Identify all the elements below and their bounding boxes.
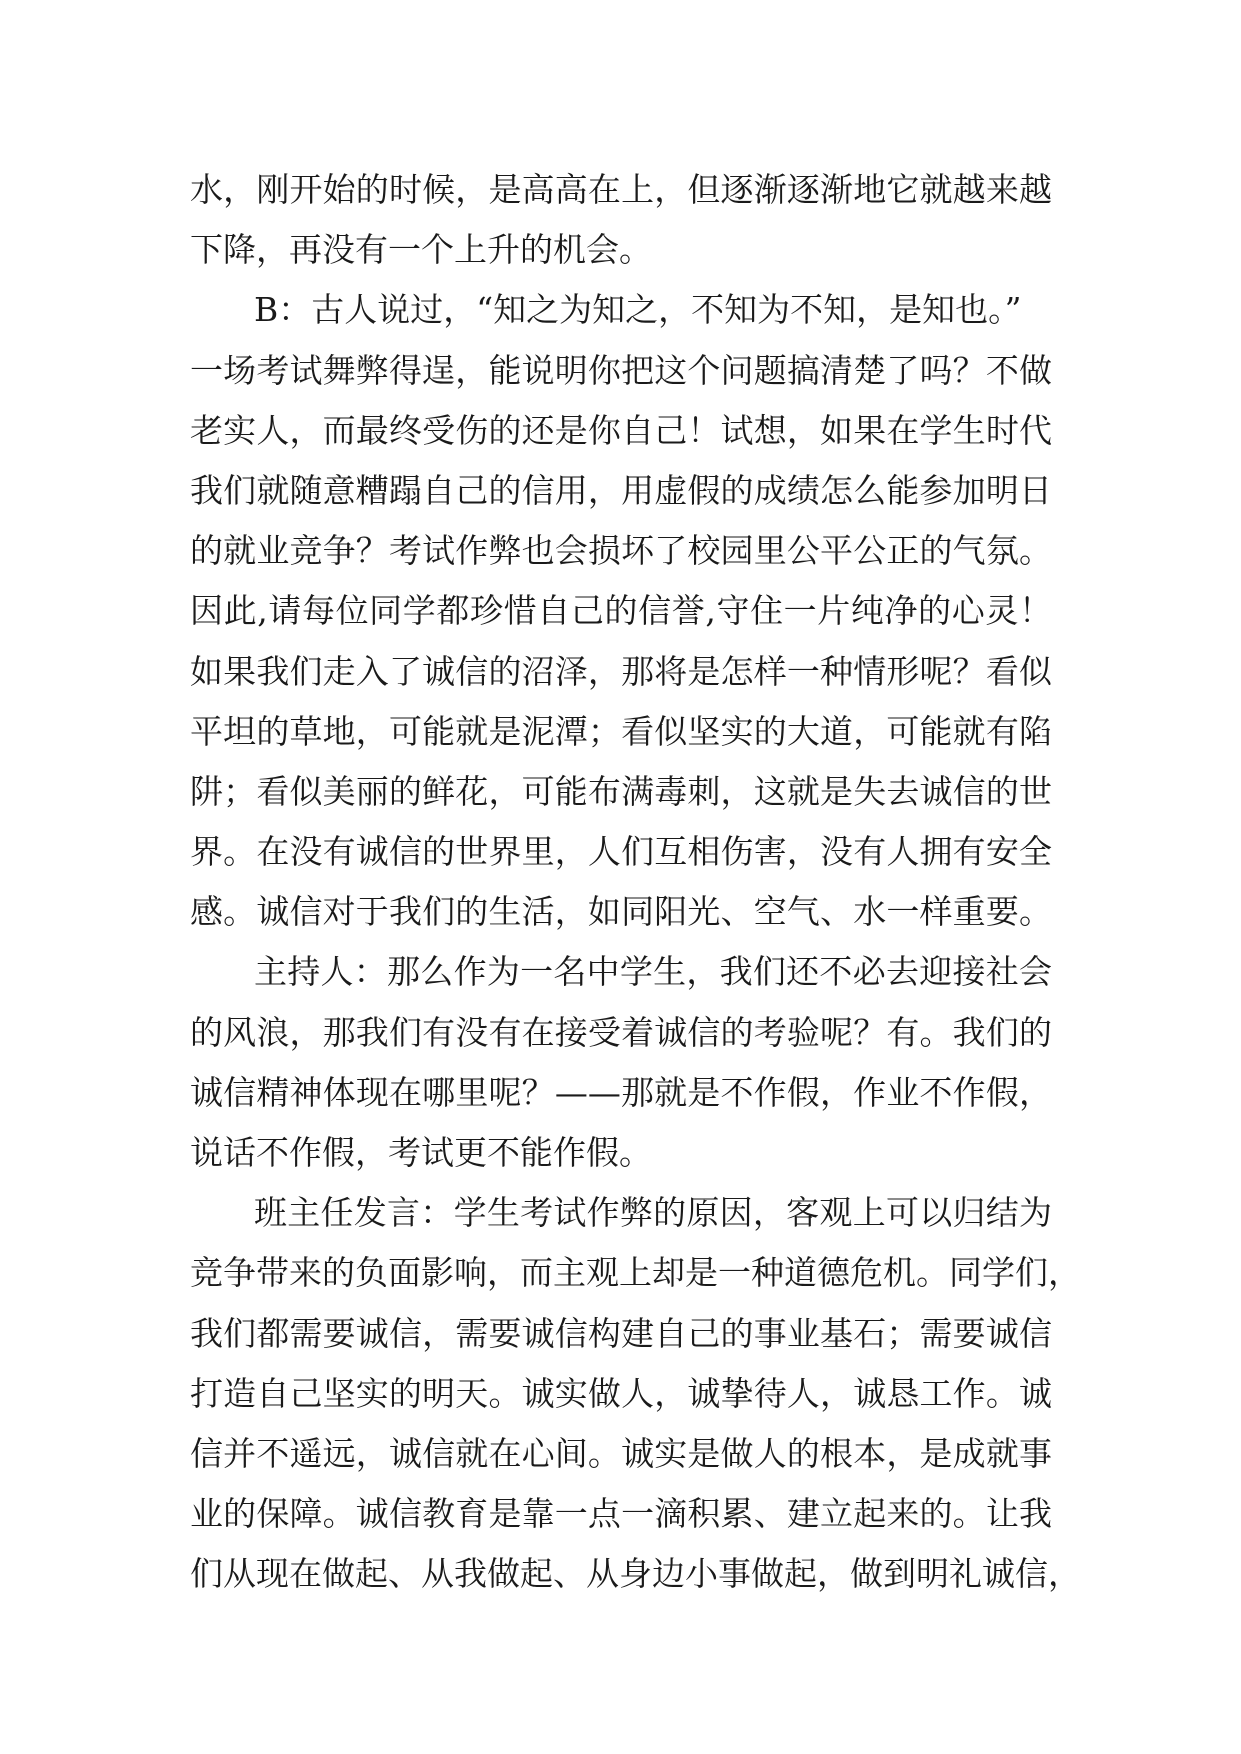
text-line: 如果我们走入了诚信的沼泽，那将是怎样一种情形呢？看似 xyxy=(190,651,1052,691)
text-line: 我们就随意糟蹋自己的信用，用虚假的成绩怎么能参加明日 xyxy=(190,470,1052,510)
text-line: 老实人，而最终受伤的还是你自己！试想，如果在学生时代 xyxy=(190,410,1052,450)
text-line: 我们都需要诚信，需要诚信构建自己的事业基石；需要诚信 xyxy=(190,1313,1052,1353)
paragraph-first-line: B：古人说过，“知之为知之，不知为不知，是知也。” xyxy=(254,290,1022,330)
text-line: 信并不遥远，诚信就在心间。诚实是做人的根本，是成就事 xyxy=(190,1433,1052,1473)
text-line: 说话不作假，考试更不能作假。 xyxy=(190,1133,652,1172)
text-line: 们从现在做起、从我做起、从身边小事做起，做到明礼诚信， xyxy=(190,1554,1081,1594)
text-line: 一场考试舞弊得逞，能说明你把这个问题搞清楚了吗？不做 xyxy=(190,350,1052,390)
text-line: 诚信精神体现在哪里呢？——那就是不作假，作业不作假， xyxy=(190,1072,1052,1112)
text-line: 平坦的草地，可能就是泥潭；看似坚实的大道，可能就有陷 xyxy=(190,711,1052,751)
paragraph-first-line: 班主任发言：学生考试作弊的原因，客观上可以归结为 xyxy=(254,1193,1052,1233)
text-line: 的就业竞争？考试作弊也会损坏了校园里公平公正的气氛。 xyxy=(190,531,1052,571)
text-line: 打造自己坚实的明天。诚实做人，诚挚待人，诚恳工作。诚 xyxy=(190,1373,1052,1413)
text-line: 界。在没有诚信的世界里，人们互相伤害，没有人拥有安全 xyxy=(190,832,1052,872)
text-line: 水，刚开始的时候，是高高在上，但逐渐逐渐地它就越来越 xyxy=(190,170,1052,209)
body-text xyxy=(190,160,1081,1605)
text-line: 阱；看似美丽的鲜花，可能布满毒刺，这就是失去诚信的世 xyxy=(190,771,1052,811)
text-line: 业的保障。诚信教育是靠一点一滴积累、建立起来的。让我 xyxy=(190,1494,1052,1534)
text-line: 的风浪，那我们有没有在接受着诚信的考验呢？有。我们的 xyxy=(190,1012,1052,1052)
text-line: 感。诚信对于我们的生活，如同阳光、空气、水一样重要。 xyxy=(190,892,1052,932)
text-line: 因此,请每位同学都珍惜自己的信誉,守住一片纯净的心灵！ xyxy=(190,591,1052,631)
text-line: 下降，再没有一个上升的机会。 xyxy=(190,230,652,270)
text-line: 竞争带来的负面影响，而主观上却是一种道德危机。同学们， xyxy=(190,1253,1081,1293)
paragraph-first-line: 主持人：那么作为一名中学生，我们还不必去迎接社会 xyxy=(254,952,1052,992)
